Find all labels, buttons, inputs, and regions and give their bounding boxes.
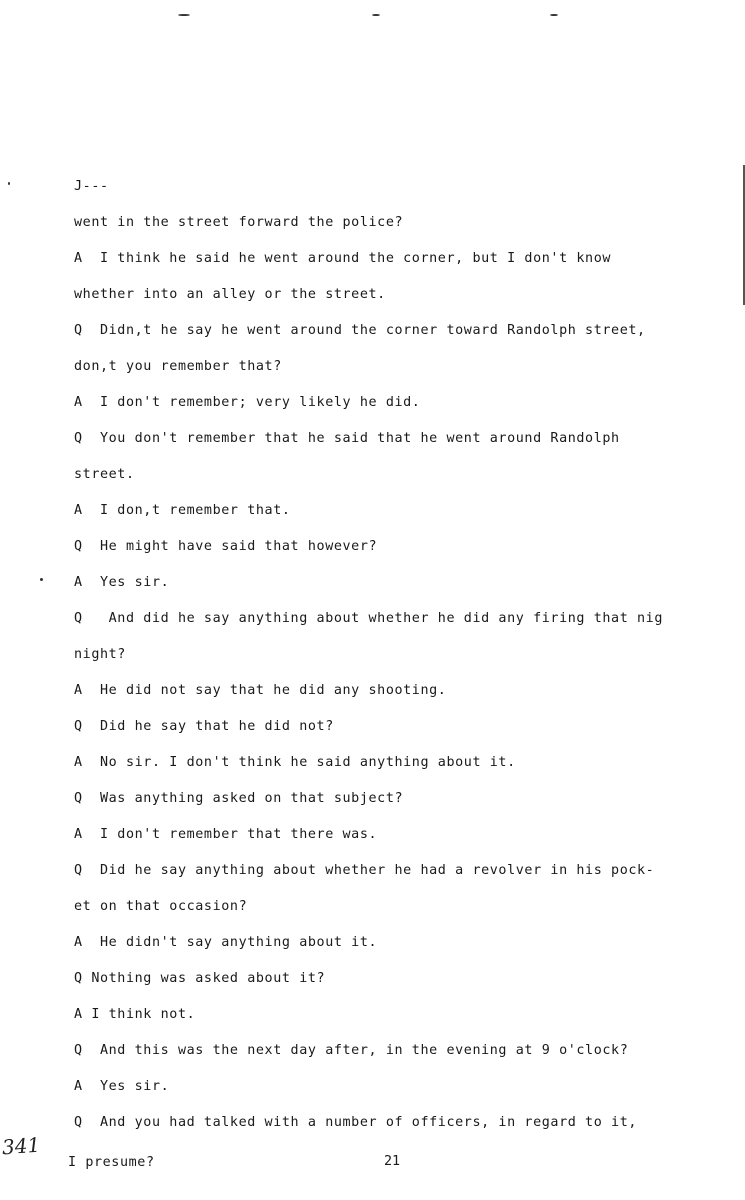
transcript-line: night? [74,647,126,662]
transcript-line: A He didn't say anything about it. [74,935,378,950]
transcript-line: Q He might have said that however? [74,539,378,554]
page-header: J--- [74,179,109,194]
transcript-line: street. [74,467,135,482]
transcript-line: Q Did he say anything about whether he had a revolver in his pock- [74,863,655,878]
transcript-line: Q And this was the next day after, in the evening at 9 o'clock? [74,1043,629,1058]
transcript-line: A He did not say that he did any shooting. [74,683,447,698]
transcript-line: A Yes sir. [74,575,170,590]
transcript-line: Q Nothing was asked about it? [74,971,326,986]
transcript-line: Q You don't remember that he said that he went around Randolph [74,431,620,446]
transcript-line: Q Didn,t he say he went around the corner toward Randolph street, [74,323,646,338]
transcript-line: whether into an alley or the street. [74,287,386,302]
transcript-line: A I think not. [74,1007,196,1022]
transcript-line: went in the street forward the police? [74,215,404,230]
transcript-line: I presume? [68,1155,155,1170]
transcript-line: A I don,t remember that. [74,503,291,518]
transcript-line: Q And you had talked with a number of officers, in regard to it, [74,1115,638,1130]
scan-speck [40,578,43,581]
transcript-line: et on that occasion? [74,899,248,914]
page-number: 21 [384,1154,401,1169]
transcript-line: don,t you remember that? [74,359,282,374]
transcript-line: A I think he said he went around the corner, but I don't know [74,251,612,266]
transcript-line: Q Did he say that he did not? [74,719,334,734]
scan-speck [372,14,380,16]
scan-speck [8,182,10,185]
scan-speck [178,14,190,16]
scan-speck [550,14,558,16]
transcript-line: Q Was anything asked on that subject? [74,791,404,806]
transcript-line: A I don't remember; very likely he did. [74,395,421,410]
transcript-line: Q And did he say anything about whether he did any firing that nig [74,611,664,626]
transcript-line: A No sir. I don't think he said anything about it. [74,755,516,770]
transcript-line: A Yes sir. [74,1079,170,1094]
transcript-line: A I don't remember that there was. [74,827,378,842]
handwritten-margin-note: 341 [1,1132,41,1160]
